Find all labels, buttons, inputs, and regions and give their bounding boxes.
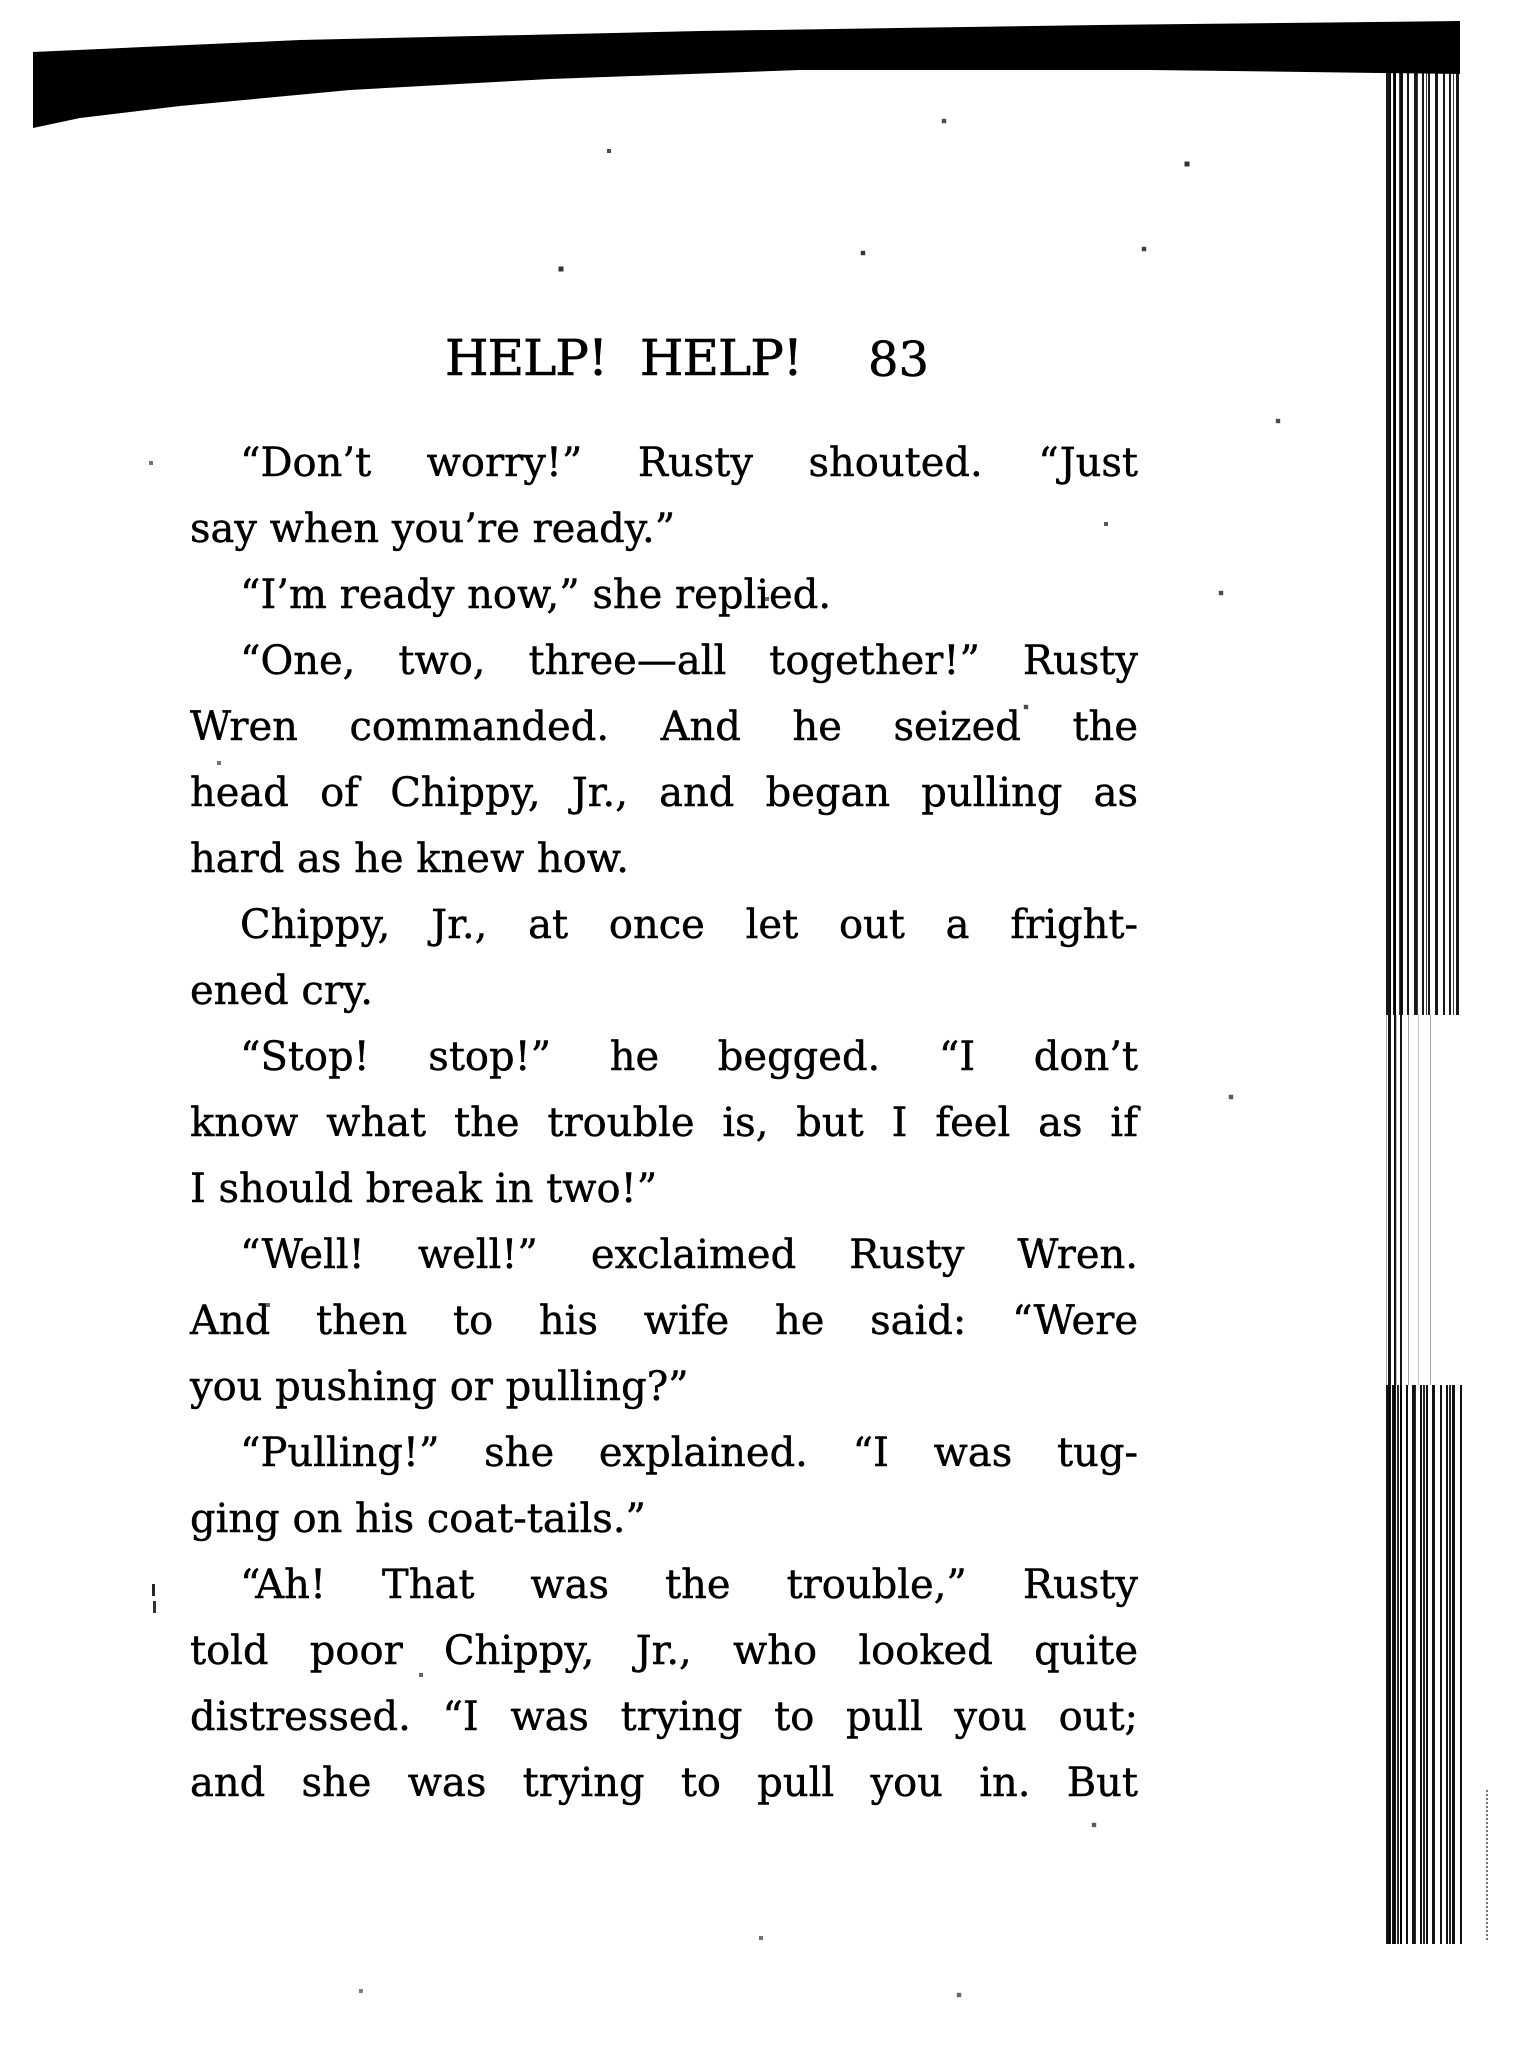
text-line: “Don’t worry!” Rusty shouted. “Just (240, 440, 1138, 486)
text-line: ging on his coat-tails.” (190, 1496, 646, 1542)
text-line: I should break in two!” (190, 1166, 658, 1212)
running-head: HELP! HELP! (445, 329, 802, 387)
text-line: Chippy, Jr., at once let out a fright- (240, 902, 1138, 948)
scan-noise-specks (0, 0, 2, 2)
gutter-dotted-line (1486, 1790, 1488, 1940)
book-gutter-shadow (1386, 70, 1464, 1944)
text-line: “Stop! stop!” he begged. “I don’t (240, 1034, 1138, 1080)
text-line: And then to his wife he said: “Were (190, 1298, 1138, 1344)
text-line: “I’m ready now,” she replied. (240, 572, 832, 618)
text-line: hard as he knew how. (190, 836, 629, 882)
page-text (190, 430, 1138, 1816)
page-number: 83 (868, 332, 930, 388)
text-line: you pushing or pulling?” (190, 1364, 689, 1410)
gutter-spine-line (1388, 70, 1412, 1944)
text-line: told poor Chippy, Jr., who looked quite (190, 1628, 1138, 1674)
text-line: know what the trouble is, but I feel as if (190, 1100, 1138, 1146)
stray-ink-mark (152, 1584, 155, 1596)
text-line: “Ah! That was the trouble,” Rusty (240, 1562, 1138, 1608)
text-line: “Pulling!” she explained. “I was tug- (240, 1430, 1138, 1476)
text-line: “One, two, three—all together!” Rusty (240, 638, 1138, 684)
text-line: ened cry. (190, 968, 373, 1014)
text-line: distressed. “I was trying to pull you out; (190, 1694, 1138, 1740)
text-line: head of Chippy, Jr., and began pulling as (190, 770, 1138, 816)
text-line: “Well! well!” exclaimed Rusty Wren. (240, 1232, 1138, 1278)
text-line: say when you’re ready.” (190, 506, 676, 552)
text-line: and she was trying to pull you in. But (190, 1760, 1138, 1806)
text-line: Wren commanded. And he seized the (190, 704, 1138, 750)
scan-top-edge-artifact (0, 0, 1532, 200)
